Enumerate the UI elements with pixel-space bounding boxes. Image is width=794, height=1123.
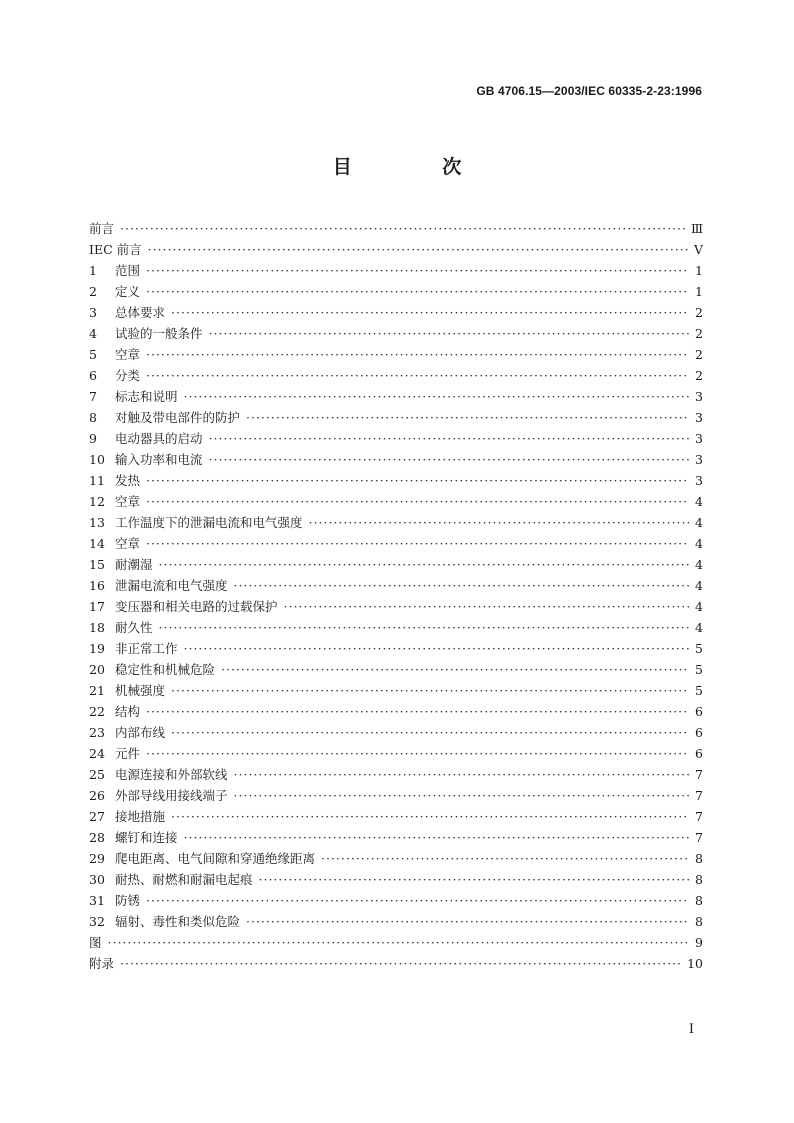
toc-entry-label: 电源连接和外部软线 (115, 767, 228, 782)
toc-dot-leader (209, 449, 689, 470)
toc-entry-page: 3 (695, 452, 703, 467)
toc-entry-label: 试验的一般条件 (115, 326, 203, 341)
toc-dot-leader (184, 827, 689, 848)
toc-entry (89, 554, 703, 575)
toc-entry-number: 18 (89, 620, 105, 635)
toc-entry-page: 6 (695, 746, 703, 761)
toc-entry-page: 4 (695, 599, 703, 614)
toc-entry-label: 元件 (115, 746, 141, 761)
toc-entry-number: 28 (89, 830, 105, 845)
toc-entry-number: 21 (89, 683, 105, 698)
toc-entry-label: 分类 (115, 368, 141, 383)
toc-entry (89, 659, 703, 680)
toc-entry (89, 764, 703, 785)
toc-entry-page: 5 (695, 641, 703, 656)
toc-entry (89, 638, 703, 659)
toc-entry (89, 365, 703, 386)
toc-entry (89, 512, 703, 533)
toc-entry-page: 1 (695, 263, 703, 278)
toc-entry (89, 323, 703, 344)
toc-dot-leader (234, 764, 689, 785)
toc-dot-leader (171, 302, 689, 323)
toc-dot-leader (309, 512, 689, 533)
toc-entry-label: 标志和说明 (115, 389, 178, 404)
toc-dot-leader (146, 281, 689, 302)
toc-entry-number: 31 (89, 893, 105, 908)
toc-entry (89, 470, 703, 491)
toc-entry-number: 16 (89, 578, 105, 593)
toc-entry-label: 防锈 (115, 893, 141, 908)
toc-dot-leader (148, 239, 689, 260)
toc-entry-number: 25 (89, 767, 105, 782)
toc-entry (89, 575, 703, 596)
table-of-contents (89, 218, 703, 974)
toc-entry-number: 22 (89, 704, 105, 719)
toc-entry-page: 8 (695, 914, 703, 929)
toc-dot-leader (159, 554, 689, 575)
toc-dot-leader (146, 470, 689, 491)
toc-entry-label: 范围 (115, 263, 141, 278)
toc-entry (89, 911, 703, 932)
toc-entry-number: 1 (89, 263, 97, 278)
toc-entry-label: 空章 (115, 536, 141, 551)
toc-entry-label: 定义 (115, 284, 141, 299)
toc-entry (89, 785, 703, 806)
toc-entry-label: IEC 前言 (89, 242, 142, 257)
toc-entry-number: 10 (89, 452, 105, 467)
toc-entry (89, 743, 703, 764)
toc-entry (89, 848, 703, 869)
toc-entry-label: 总体要求 (115, 305, 166, 320)
toc-entry-label: 机械强度 (115, 683, 166, 698)
toc-entry-label: 发热 (115, 473, 141, 488)
toc-entry-number: 20 (89, 662, 105, 677)
toc-entry-label: 辐射、毒性和类似危险 (115, 914, 241, 929)
toc-entry-label: 电动器具的启动 (115, 431, 203, 446)
toc-entry-label: 空章 (115, 494, 141, 509)
toc-entry-label: 泄漏电流和电气强度 (115, 578, 228, 593)
toc-dot-leader (184, 386, 689, 407)
toc-entry-page: 3 (695, 410, 703, 425)
toc-entry-number: 11 (89, 473, 105, 488)
toc-entry-number: 7 (89, 389, 97, 404)
toc-entry (89, 890, 703, 911)
toc-entry-page: Ⅴ (693, 242, 703, 257)
toc-entry-page: 4 (695, 578, 703, 593)
toc-dot-leader (209, 428, 689, 449)
toc-dot-leader (321, 848, 689, 869)
toc-entry-page: 7 (695, 788, 703, 803)
toc-entry-label: 输入功率和电流 (115, 452, 203, 467)
toc-dot-leader (146, 890, 689, 911)
toc-entry-page: 4 (695, 557, 703, 572)
page-title: 目 次 (332, 156, 504, 178)
toc-entry (89, 386, 703, 407)
toc-entry-number: 3 (89, 305, 97, 320)
toc-entry-page: 3 (695, 431, 703, 446)
toc-entry-page: 6 (695, 725, 703, 740)
toc-dot-leader (171, 680, 689, 701)
toc-entry-page: 2 (695, 326, 703, 341)
toc-entry (89, 680, 703, 701)
toc-entry-label: 空章 (115, 347, 141, 362)
toc-entry-number: 9 (89, 431, 97, 446)
toc-dot-leader (120, 218, 687, 239)
toc-entry-label: 变压器和相关电路的过载保护 (115, 599, 278, 614)
toc-entry-page: 8 (695, 893, 703, 908)
toc-dot-leader (259, 869, 689, 890)
toc-entry-page: 8 (695, 851, 703, 866)
toc-entry-number: 17 (89, 599, 105, 614)
toc-entry-label: 非正常工作 (115, 641, 178, 656)
toc-entry (89, 260, 703, 281)
toc-entry (89, 869, 703, 890)
toc-entry-page: 5 (695, 662, 703, 677)
toc-entry-number: 13 (89, 515, 105, 530)
toc-entry-label: 图 (89, 935, 102, 950)
toc-entry-label: 耐潮湿 (115, 557, 153, 572)
toc-entry-page: 4 (695, 620, 703, 635)
toc-entry-page: 8 (695, 872, 703, 887)
toc-entry-label: 工作温度下的泄漏电流和电气强度 (115, 515, 303, 530)
toc-dot-leader (246, 911, 689, 932)
standard-number: GB 4706.15—2003/IEC 60335-2-23:1996 (476, 84, 702, 98)
toc-entry-page: 3 (695, 389, 703, 404)
toc-entry-number: 14 (89, 536, 105, 551)
toc-entry-page: 6 (695, 704, 703, 719)
toc-entry-label: 耐久性 (115, 620, 153, 635)
toc-entry-number: 29 (89, 851, 105, 866)
toc-entry-page: 7 (695, 767, 703, 782)
toc-dot-leader (246, 407, 689, 428)
toc-dot-leader (221, 659, 689, 680)
toc-entry (89, 449, 703, 470)
toc-entry-page: Ⅲ (690, 221, 703, 236)
toc-entry-number: 24 (89, 746, 105, 761)
toc-entry-page: 10 (687, 956, 703, 971)
toc-entry (89, 701, 703, 722)
toc-entry-page: 2 (695, 368, 703, 383)
toc-entry-number: 5 (89, 347, 97, 362)
toc-entry-label: 爬电距离、电气间隙和穿通绝缘距离 (115, 851, 316, 866)
toc-entry (89, 407, 703, 428)
toc-entry (89, 722, 703, 743)
toc-dot-leader (146, 743, 689, 764)
toc-dot-leader (146, 491, 689, 512)
toc-entry (89, 932, 703, 953)
toc-entry (89, 281, 703, 302)
toc-entry-label: 附录 (89, 956, 115, 971)
toc-dot-leader (146, 344, 689, 365)
toc-dot-leader (159, 617, 689, 638)
toc-entry-number: 23 (89, 725, 105, 740)
toc-dot-leader (108, 932, 689, 953)
toc-entry-page: 2 (695, 305, 703, 320)
toc-entry-number: 4 (89, 326, 97, 341)
toc-entry-page: 5 (695, 683, 703, 698)
toc-entry-number: 6 (89, 368, 97, 383)
toc-entry-label: 内部布线 (115, 725, 166, 740)
toc-entry-label: 接地措施 (115, 809, 166, 824)
toc-entry-number: 32 (89, 914, 105, 929)
page-number: I (688, 1022, 694, 1037)
toc-dot-leader (146, 533, 689, 554)
toc-entry (89, 302, 703, 323)
toc-entry-number: 12 (89, 494, 105, 509)
toc-entry-page: 7 (695, 830, 703, 845)
toc-dot-leader (171, 722, 689, 743)
toc-entry-number: 19 (89, 641, 105, 656)
toc-entry (89, 239, 703, 260)
toc-entry-label: 前言 (89, 221, 115, 236)
toc-entry (89, 617, 703, 638)
toc-entry-page: 4 (695, 515, 703, 530)
toc-entry-label: 结构 (115, 704, 141, 719)
toc-entry (89, 218, 703, 239)
toc-entry-number: 2 (89, 284, 97, 299)
toc-entry-label: 稳定性和机械危险 (115, 662, 216, 677)
toc-entry (89, 428, 703, 449)
toc-entry (89, 806, 703, 827)
toc-entry-number: 27 (89, 809, 105, 824)
toc-entry (89, 953, 703, 974)
toc-dot-leader (234, 785, 689, 806)
toc-entry-label: 耐热、耐燃和耐漏电起痕 (115, 872, 253, 887)
toc-entry-number: 8 (89, 410, 97, 425)
toc-dot-leader (184, 638, 689, 659)
toc-entry (89, 827, 703, 848)
toc-entry-label: 外部导线用接线端子 (115, 788, 228, 803)
toc-dot-leader (171, 806, 689, 827)
toc-entry-page: 7 (695, 809, 703, 824)
toc-entry-page: 4 (695, 536, 703, 551)
toc-entry-number: 30 (89, 872, 105, 887)
toc-dot-leader (284, 596, 689, 617)
toc-dot-leader (146, 260, 689, 281)
toc-entry-label: 对触及带电部件的防护 (115, 410, 241, 425)
toc-entry (89, 491, 703, 512)
toc-entry-page: 4 (695, 494, 703, 509)
toc-dot-leader (146, 365, 689, 386)
toc-dot-leader (234, 575, 689, 596)
toc-dot-leader (209, 323, 689, 344)
toc-entry (89, 344, 703, 365)
toc-entry-page: 9 (695, 935, 703, 950)
toc-dot-leader (146, 701, 689, 722)
toc-entry-page: 3 (695, 473, 703, 488)
toc-dot-leader (120, 953, 683, 974)
toc-entry (89, 533, 703, 554)
toc-entry-number: 26 (89, 788, 105, 803)
toc-entry-page: 2 (695, 347, 703, 362)
toc-entry-label: 螺钉和连接 (115, 830, 178, 845)
toc-entry-page: 1 (695, 284, 703, 299)
toc-entry (89, 596, 703, 617)
toc-entry-number: 15 (89, 557, 105, 572)
